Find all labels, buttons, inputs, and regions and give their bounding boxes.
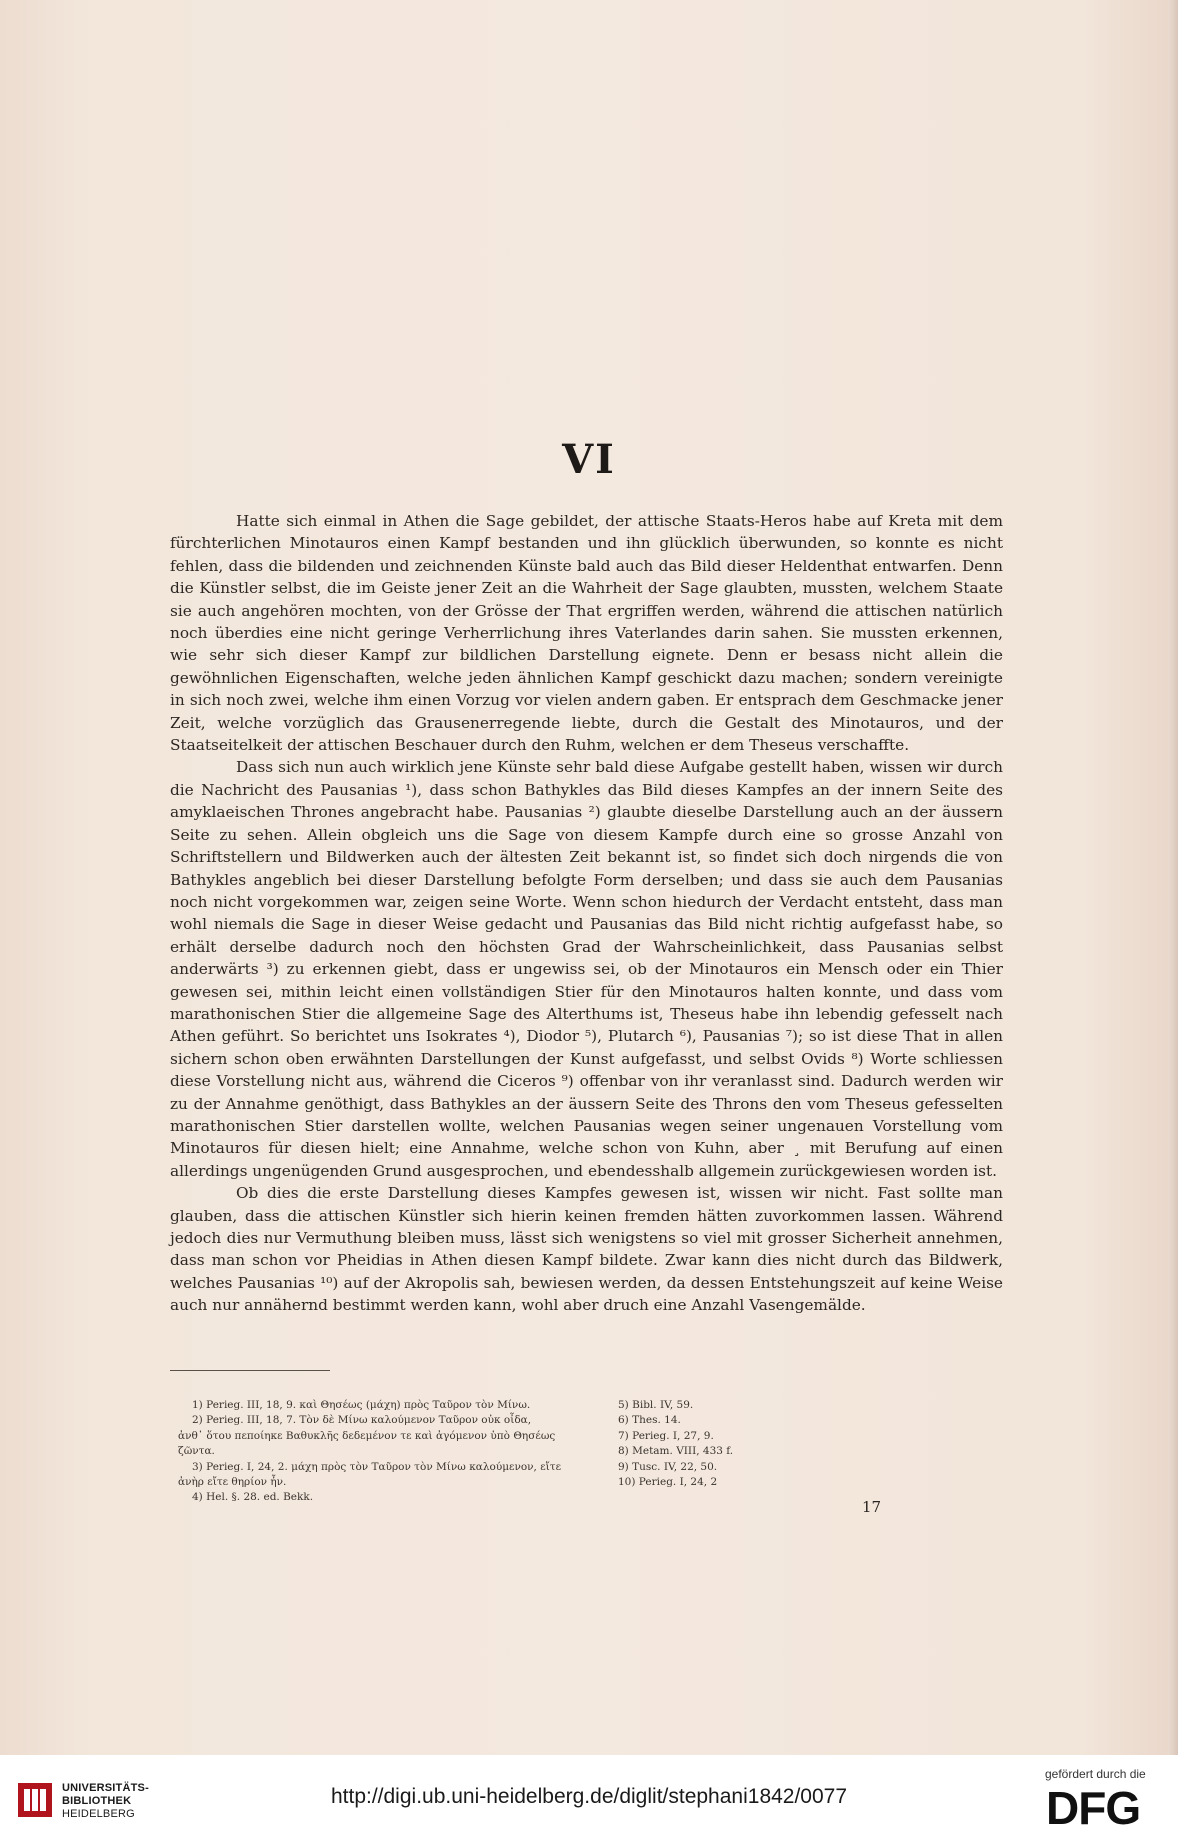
footnote: 1) Perieg. III, 18, 9. καὶ Θησέως (μάχη) πρὸς Ταῦρον τὸν Μίνω. <box>192 1399 531 1411</box>
footnote: 4) Hel. §. 28. ed. Bekk. <box>192 1491 314 1504</box>
body-text <box>170 510 1003 1317</box>
footnotes-left <box>178 1398 588 1506</box>
paragraph-1: Hatte sich einmal in Athen die Sage gebildet, der attische Staats-Heros habe auf Kreta mit dem fürchterlichen Minotauros einen Kampf bestanden und ihn glücklich überwunden, so konnte es nicht fehlen, dass die bildenden und zeichnenden Künste bald auch das Bild dieser Heldenthat entwarfen. Denn die Künstler selbst, die im Geiste jener Zeit an die Wahrheit der Sage glaubten, mussten, welchem Staate sie auch angehören mochten, von der Grösse der That ergriffen werden, während die attischen natürlich noch überdies eine nicht geringe Verherrlichung ihres Vaterlandes darin sahen. Sie mussten erkennen, wie sehr sich dieser Kampf zur bildlichen Darstellung eignete. Denn er besass nicht allein die gewöhnlichen Eigenschaften, welche jeden ähnlichen Kampf geschickt dazu machen; sondern vereinigte in sich noch zwei, welche ihm einen Vorzug vor vielen andern gaben. Er entsprach dem Geschmacke jener Zeit, welche vorzüglich das Grausenerregende liebte, durch die Gestalt des Minotauros, und der Staatseitelkeit der attischen Beschauer durch den Ruhm, welchen er dem Theseus verschaffte. <box>170 512 1003 755</box>
footnote: 6) Thes. 14. <box>618 1414 681 1427</box>
footnotes-right <box>618 1398 798 1490</box>
library-name-line: BIBLIOTHEK <box>62 1795 132 1807</box>
footnote-continuation: ἀνὴρ εἴτε θηρίον ἦν. <box>178 1476 287 1489</box>
footnote: 10) Perieg. I, 24, 2 <box>618 1476 718 1489</box>
chapter-heading: VI <box>562 436 616 483</box>
footnote-continuation: ἀνθ᾽ ὅτου πεποίηκε Βαθυκλῆς δεδεμένον τε καὶ ἀγόμενον ὑπὸ Θησέως ζῶντα. <box>178 1429 556 1458</box>
library-name-line: HEIDELBERG <box>62 1808 135 1820</box>
footnote-rule <box>170 1370 330 1371</box>
page-edge <box>1168 0 1178 1755</box>
footnote: 8) Metam. VIII, 433 f. <box>618 1445 734 1458</box>
footnote: 9) Tusc. IV, 22, 50. <box>618 1460 718 1473</box>
permalink-url[interactable]: http://digi.ub.uni-heidelberg.de/diglit/stephani1842/0077 <box>330 1785 848 1808</box>
paragraph-3: Ob dies die erste Darstellung dieses Kampfes gewesen ist, wissen wir nicht. Fast sollte man glauben, dass die attischen Künstler sich hierin keinen fremden hätten zuvorkommen lassen. Während jedoch dies nur Vermuthung bleiben muss, lässt sich wenigstens so viel mit grosser Sicherheit annehmen, dass man schon vor Pheidias in Athen diesen Kampf bildete. Zwar kann dies nicht durch das Bildwerk, welches Pausanias ¹⁰) auf der Akropolis sah, bewiesen werden, da dessen Entstehungszeit auf keine Weise auch nur annähernd bestimmt werden kann, wohl aber druch eine Anzahl Vasengemälde. <box>170 1184 1003 1315</box>
footnote: 3) Perieg. I, 24, 2. μάχη πρὸς τὸν Ταῦρον τὸν Μίνω καλούμενον, εἴτε <box>192 1460 562 1473</box>
paragraph-2: Dass sich nun auch wirklich jene Künste sehr bald diese Aufgabe gestellt haben, wissen wir durch die Nachricht des Pausanias ¹), dass schon Bathykles das Bild dieses Kampfes an der innern Seite des amyklaeischen Thrones angebracht habe. Pausanias ²) glaubte dieselbe Darstellung auch an der äussern Seite zu sehen. Allein obgleich uns die Sage von diesem Kampfe durch eine so grosse Anzahl von Schriftstellern und Bildwerken auch der ältesten Zeit bekannt ist, so findet sich doch nirgends die von Bathykles angeblich bei dieser Darstellung befolgte Form derselben; und dass sie auch dem Pausanias noch nicht vorgekommen war, zeigen seine Worte. Wenn schon hiedurch der Verdacht entsteht, dass man wohl niemals die Sage in dieser Weise gedacht und Pausanias das Bild nicht richtig aufgefasst habe, so erhält derselbe dadurch noch den höchsten Grad der Wahrscheinlichkeit, dass Pausanias selbst anderwärts ³) zu erkennen giebt, dass er ungewiss sei, ob der Minotauros ein Mensch oder ein Thier gewesen sei, mithin leicht einen vollständigen Stier für den Minotauros halten konnte, und dass vom marathonischen Stier die allgemeine Sage des Alterthums ist, Theseus habe ihn lebendig gefesselt nach Athen geführt. So berichtet uns Isokrates ⁴), Diodor ⁵), Plutarch ⁶), Pausanias ⁷); so ist diese That in allen sichern schon oben erwähnten Darstellungen der Kunst aufgefasst, und selbst Ovids ⁸) Worte schliessen diese Vorstellung nicht aus, während die Ciceros ⁹) offenbar von ihr veranlasst sind. Dadurch werden wir zu der Annahme genöthigt, dass Bathykles an der äussern Seite des Throns den vom Theseus gefesselten marathonischen Stier darstellen wollte, welchen Pausanias wegen seiner ungenauen Vorstellung vom Minotauros für diesen hielt; eine Annahme, welche schon von Kuhn, aber ¸ mit Berufung auf einen allerdings ungenügenden Grund ausgesprochen, und ebendesshalb allgemein zurückgewiesen worden ist. <box>170 758 1003 1180</box>
footnote: 7) Perieg. I, 27, 9. <box>618 1429 714 1442</box>
dfg-logo[interactable]: DFG <box>1046 1782 1141 1834</box>
footnote: 2) Perieg. III, 18, 7. Τὸν δὲ Μίνω καλούμενον Ταῦρον οὐκ οἶδα, <box>192 1414 532 1427</box>
page-number: 17 <box>862 1498 882 1516</box>
library-name-line: UNIVERSITÄTS- <box>62 1782 149 1794</box>
dfg-caption: gefördert durch die <box>1045 1767 1146 1781</box>
footnote: 5) Bibl. IV, 59. <box>618 1399 694 1411</box>
viewer-footer <box>0 1755 1178 1843</box>
